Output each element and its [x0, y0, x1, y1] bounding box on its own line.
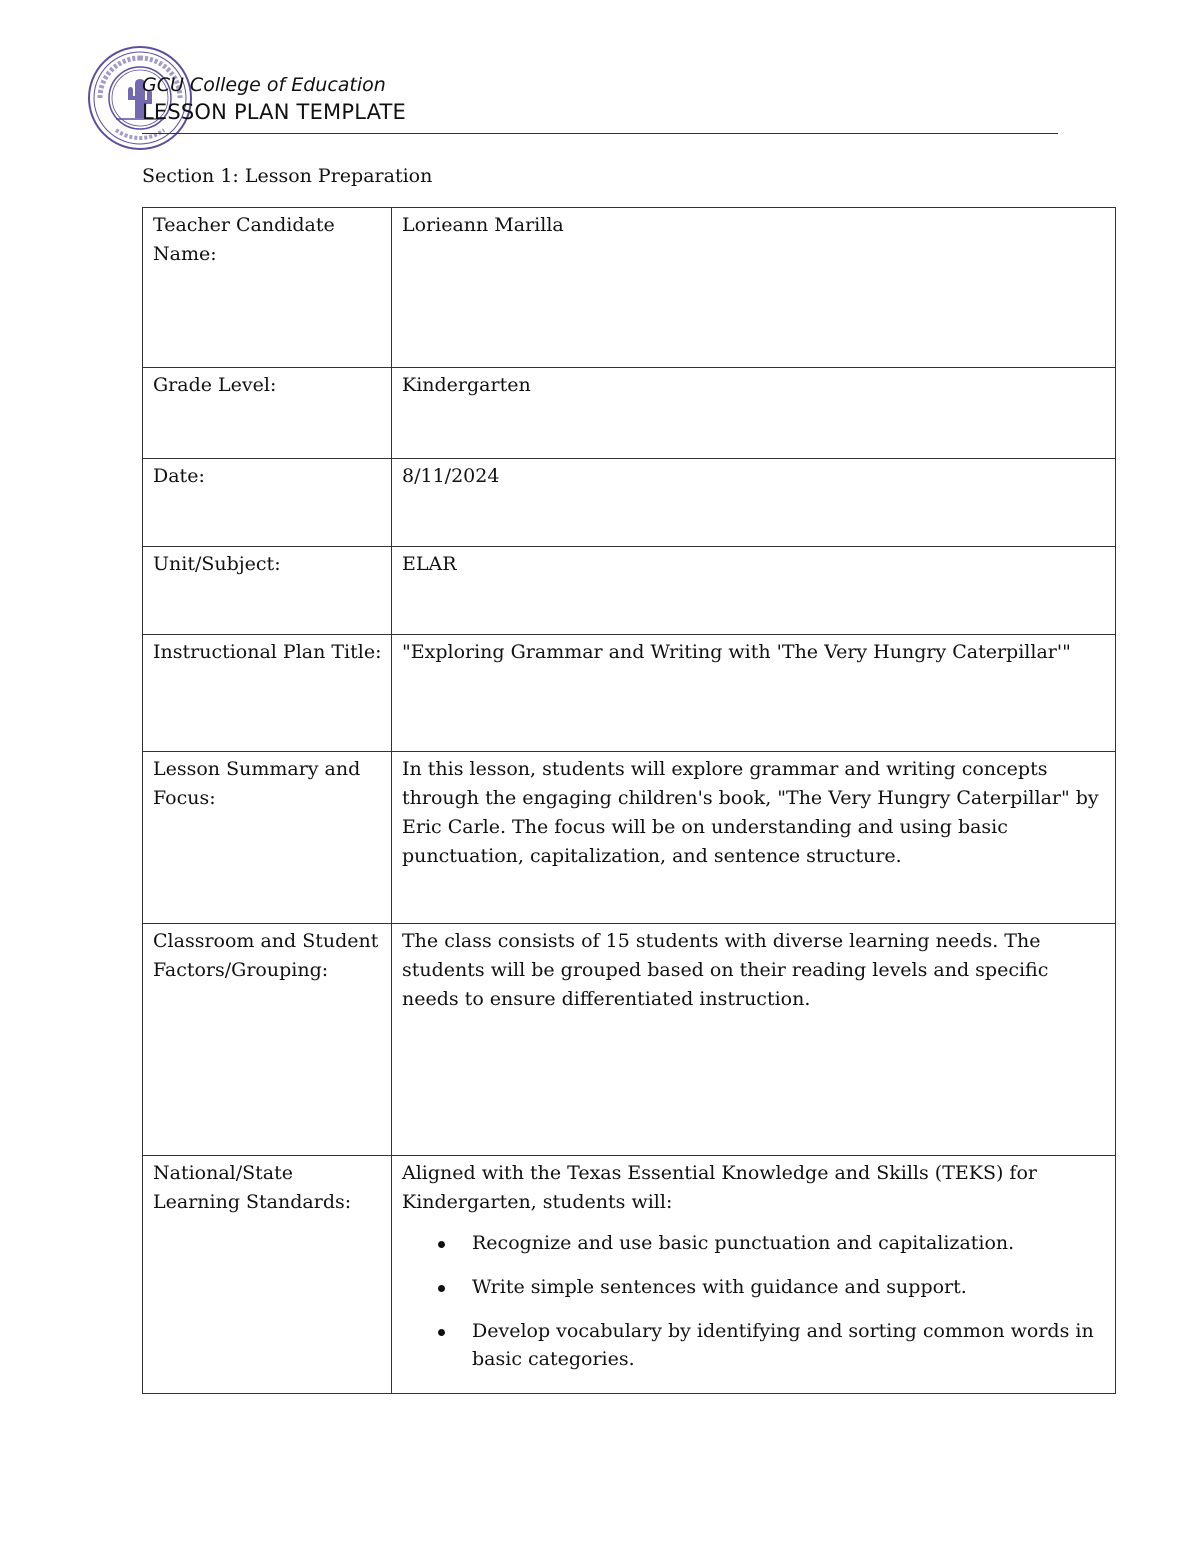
- standards-intro: Aligned with the Texas Essential Knowledge and Skills (TEKS) for Kindergarten, students will:: [402, 1162, 1037, 1213]
- table-row: [143, 547, 1116, 635]
- list-item: [402, 1273, 1106, 1301]
- college-name: GCU College of Education: [142, 74, 386, 96]
- bullet-icon: [438, 1285, 445, 1292]
- row-value: Lorieann Marilla: [392, 208, 1116, 368]
- standard-text: Recognize and use basic punctuation and capitalization.: [472, 1232, 1015, 1254]
- standards-list: [402, 1229, 1106, 1373]
- row-label: Classroom and Student Factors/Grouping:: [143, 924, 392, 1156]
- row-label: Unit/Subject:: [143, 547, 392, 635]
- row-label: Teacher Candidate Name:: [143, 208, 392, 368]
- table-row: [143, 752, 1116, 924]
- row-value: 8/11/2024: [392, 459, 1116, 547]
- row-label: Instructional Plan Title:: [143, 635, 392, 752]
- row-value: The class consists of 15 students with diverse learning needs. The students will be grouped based on their reading levels and specific needs to ensure differentiated instruction.: [392, 924, 1116, 1156]
- bullet-icon: [438, 1329, 445, 1336]
- standard-text: Write simple sentences with guidance and support.: [472, 1276, 967, 1298]
- table-row: [143, 368, 1116, 459]
- letterhead: [142, 72, 406, 126]
- lesson-prep-table: [142, 207, 1116, 1394]
- table-row: [143, 208, 1116, 368]
- row-label: Lesson Summary and Focus:: [143, 752, 392, 924]
- table-row: [143, 459, 1116, 547]
- row-value: "Exploring Grammar and Writing with 'The Very Hungry Caterpillar'": [392, 635, 1116, 752]
- list-item: [402, 1317, 1106, 1373]
- table-row: [143, 924, 1116, 1156]
- template-title: LESSON PLAN TEMPLATE: [142, 100, 407, 124]
- row-value: Kindergarten: [392, 368, 1116, 459]
- table-row: [143, 1156, 1116, 1394]
- header-divider: [142, 133, 1058, 134]
- row-value: In this lesson, students will explore grammar and writing concepts through the engaging children's book, "The Very Hungry Caterpillar" by Eric Carle. The focus will be on understanding and using basic punctuation, capitalization, and sentence structure.: [392, 752, 1116, 924]
- row-label: Grade Level:: [143, 368, 392, 459]
- section-title: Section 1: Lesson Preparation: [142, 165, 433, 187]
- bullet-icon: [438, 1241, 445, 1248]
- row-value: ELAR: [392, 547, 1116, 635]
- standard-text: Develop vocabulary by identifying and sorting common words in basic categories.: [472, 1320, 1094, 1370]
- standards-cell: [392, 1156, 1116, 1394]
- row-label: Date:: [143, 459, 392, 547]
- table-row: [143, 635, 1116, 752]
- row-label: National/State Learning Standards:: [143, 1156, 392, 1394]
- list-item: [402, 1229, 1106, 1257]
